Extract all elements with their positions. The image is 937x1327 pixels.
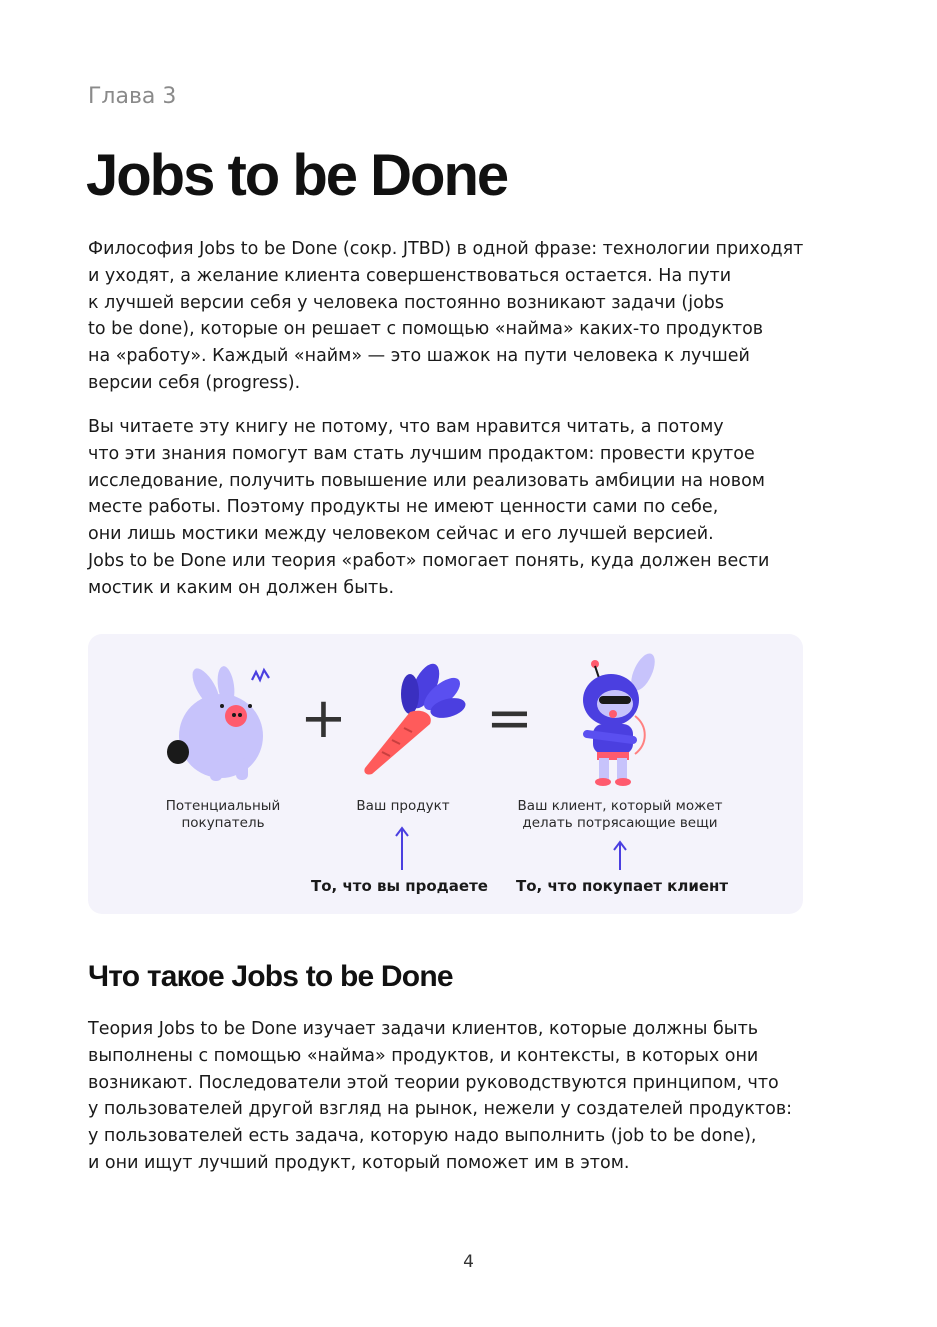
text-line: к лучшей версии себя у человека постоянно возникают задачи (jobs (88, 292, 724, 313)
text-line: Вы читаете эту книгу не потому, что вам нравится читать, а потому (88, 417, 724, 437)
text-line: исследование, получить повышение или реализовать амбиции на новом (88, 470, 765, 491)
page-number: 4 (463, 1252, 474, 1272)
second-paragraph (88, 414, 808, 602)
text-line: они лишь мостики между человеком сейчас и его лучшей версией. (88, 524, 714, 545)
buy-label: То, что покупает клиент (516, 877, 729, 895)
text-line: и уходят, а желание клиента совершенствоваться остается. На пути (88, 265, 732, 286)
equals-sign: = (486, 686, 533, 751)
illustration-panel (88, 634, 803, 914)
text-line: Философия Jobs to be Done (сокр. JTBD) в одной фразе: технологии приходят (88, 239, 804, 259)
text-line: выполнены с помощью «найма» продуктов, и контексты, в которых они (88, 1045, 759, 1066)
client-bunny-icon (573, 652, 668, 792)
product-label: Ваш продукт (356, 798, 450, 814)
text-line: Теория Jobs to be Done изучает задачи клиентов, которые должны быть (88, 1019, 759, 1039)
text-line: месте работы. Поэтому продукты не имеют ценности сами по себе, (88, 497, 719, 518)
intro-paragraph (88, 236, 808, 397)
section-heading: Что такое Jobs to be Done (88, 960, 453, 993)
text-line: to be done), которые он решает с помощью «найма» каких-то продуктов (88, 319, 764, 340)
arrow-up-icon (612, 840, 628, 872)
chapter-label: Глава 3 (88, 84, 177, 109)
sell-label: То, что вы продаете (311, 877, 488, 895)
arrow-up-icon (394, 826, 410, 872)
text-line: на «работу». Каждый «найм» — это шажок на пути человека к лучшей (88, 346, 750, 367)
client-label: Ваш клиент, который может делать потрясающие вещи (517, 798, 723, 831)
plus-sign: + (300, 686, 347, 751)
text-line: что эти знания помогут вам стать лучшим продактом: провести крутое (88, 443, 755, 464)
buyer-label: Потенциальный покупатель (165, 798, 281, 831)
text-line: версии себя (progress). (88, 372, 301, 393)
text-line: возникают. Последователи этой теории руководствуются принципом, что (88, 1072, 779, 1093)
bunny-buyer-icon (166, 666, 276, 786)
text-line: и они ищут лучший продукт, который поможет им в этом. (88, 1152, 630, 1173)
text-line: у пользователей другой взгляд на рынок, нежели у создателей продуктов: (88, 1099, 793, 1120)
carrot-icon (360, 664, 470, 779)
page-title: Jobs to be Done (86, 143, 508, 208)
section-paragraph (88, 1016, 808, 1177)
text-line: Jobs to be Done или теория «работ» помогает понять, куда должен вести (88, 550, 770, 571)
text-line: у пользователей есть задача, которую надо выполнить (job to be done), (88, 1126, 757, 1147)
text-line: мостик и каким он должен быть. (88, 577, 395, 598)
